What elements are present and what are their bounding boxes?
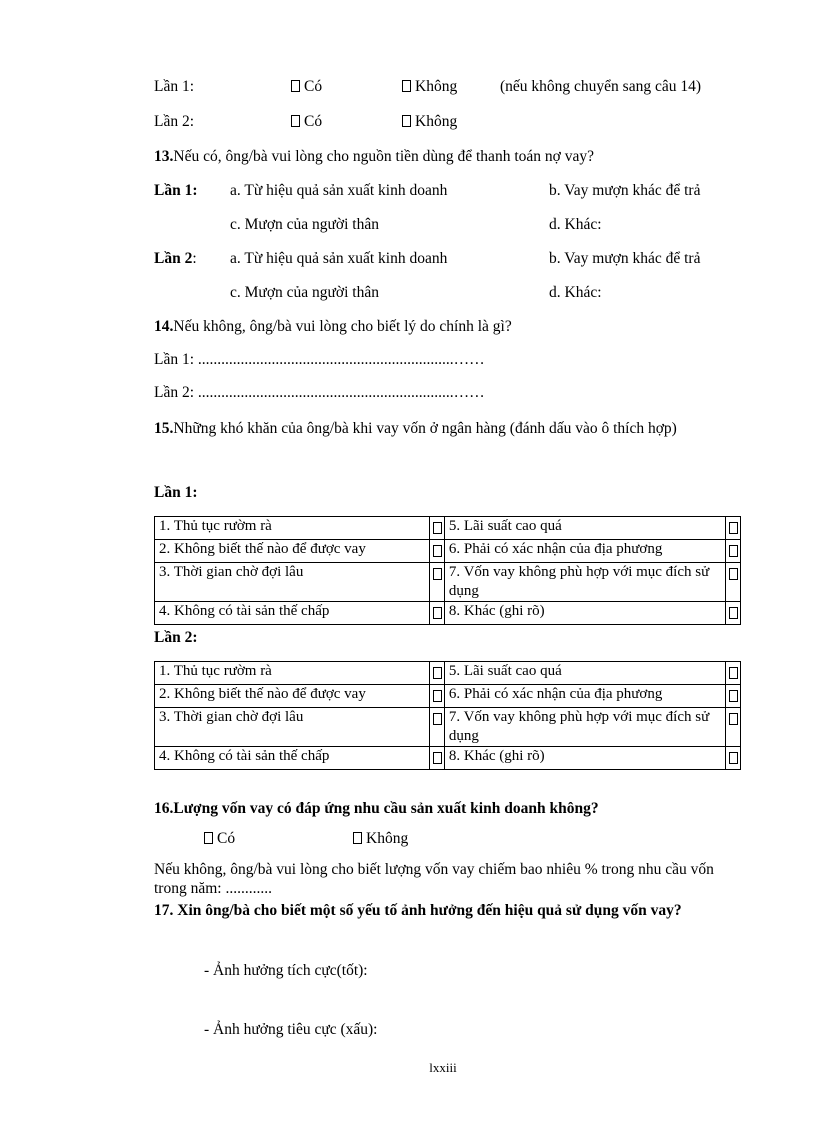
checkbox-icon: [433, 607, 442, 619]
table-row: [155, 747, 741, 770]
q15-l2-label: Lần 2:: [154, 629, 198, 646]
q13-l2-option-b[interactable]: b. Vay mượn khác để trả: [549, 250, 701, 267]
q17-question: [154, 896, 740, 926]
checkbox[interactable]: [726, 517, 741, 540]
table-cell: 5. Lãi suất cao quá: [444, 662, 726, 685]
checkbox[interactable]: [430, 747, 445, 770]
table-cell: 1. Thủ tục rườm rà: [155, 517, 430, 540]
q13-question: [154, 148, 594, 166]
checkbox-icon: [353, 832, 362, 844]
checkbox-icon: [433, 667, 442, 679]
checkbox-icon: [433, 690, 442, 702]
table-cell: 8. Khác (ghi rõ): [444, 747, 726, 770]
q16-yes-option[interactable]: Có: [204, 830, 235, 848]
table-cell: 2. Không biết thế nào để được vay: [155, 540, 430, 563]
checkbox-icon: [402, 115, 411, 127]
q14-text: Nếu không, ông/bà vui lòng cho biết lý do chính là gì?: [173, 318, 512, 335]
table-cell: 7. Vốn vay không phù hợp với mục đích sử dụng: [444, 563, 726, 602]
q17-negative-label: - Ảnh hưởng tiêu cực (xấu):: [204, 1021, 378, 1038]
q15-l1-table: [154, 516, 741, 625]
q16-text: Lượng vốn vay có đáp ứng nhu cầu sản xuất kinh doanh không?: [173, 800, 599, 817]
checkbox-icon: [729, 713, 738, 725]
q15-l1-label: Lần 1:: [154, 484, 198, 501]
checkbox-icon: [433, 522, 442, 534]
table-cell: 5. Lãi suất cao quá: [444, 517, 726, 540]
q13-l1-option-d[interactable]: d. Khác:: [549, 216, 602, 233]
q12-row1-label: Lần 1:: [154, 78, 195, 95]
q15-number: 15.: [154, 420, 174, 437]
table-row: [155, 708, 741, 747]
checkbox-icon: [433, 713, 442, 725]
checkbox[interactable]: [430, 540, 445, 563]
q16-followup: Nếu không, ông/bà vui lòng cho biết lượng vốn vay chiếm bao nhiêu % trong nhu cầu vốn trong năm: ............: [154, 861, 714, 897]
q13-l1-option-a[interactable]: a. Từ hiệu quả sản xuất kinh doanh: [230, 182, 448, 199]
checkbox-icon: [433, 752, 442, 764]
checkbox-icon: [729, 607, 738, 619]
q13-text: Nếu có, ông/bà vui lòng cho nguồn tiền dùng để thanh toán nợ vay?: [173, 148, 594, 165]
checkbox-icon: [729, 522, 738, 534]
checkbox-icon: [729, 667, 738, 679]
table-row: [155, 602, 741, 625]
checkbox[interactable]: [726, 662, 741, 685]
checkbox-icon: [402, 80, 411, 92]
table-cell: 4. Không có tài sản thế chấp: [155, 747, 430, 770]
table-row: [155, 662, 741, 685]
checkbox-icon: [433, 545, 442, 557]
checkbox[interactable]: [430, 563, 445, 602]
checkbox[interactable]: [726, 540, 741, 563]
checkbox[interactable]: [430, 685, 445, 708]
q16-number: 16.: [154, 800, 174, 817]
table-cell: 3. Thời gian chờ đợi lâu: [155, 563, 430, 602]
q13-l2-option-c[interactable]: c. Mượn của người thân: [230, 284, 379, 301]
table-cell: 2. Không biết thế nào để được vay: [155, 685, 430, 708]
q16-no-option[interactable]: Không: [353, 830, 408, 848]
checkbox-icon: [729, 690, 738, 702]
table-cell: 4. Không có tài sản thế chấp: [155, 602, 430, 625]
checkbox[interactable]: [430, 517, 445, 540]
checkbox-icon: [204, 832, 213, 844]
q16-question: [154, 800, 599, 818]
q14-l1-answer-line[interactable]: Lần 1: ..................................................................……: [154, 351, 485, 368]
q12-row2-no-option[interactable]: Không: [402, 113, 457, 131]
q12-row1-yes-option[interactable]: Có: [291, 78, 322, 96]
checkbox[interactable]: [430, 602, 445, 625]
q13-l2-option-d[interactable]: d. Khác:: [549, 284, 602, 301]
checkbox-icon: [729, 568, 738, 580]
table-cell: 6. Phải có xác nhận của địa phương: [444, 685, 726, 708]
checkbox[interactable]: [726, 602, 741, 625]
table-cell: 1. Thủ tục rườm rà: [155, 662, 430, 685]
q15-question: [154, 414, 740, 444]
checkbox[interactable]: [726, 708, 741, 747]
q17-positive-label: - Ảnh hưởng tích cực(tốt):: [204, 962, 368, 979]
q12-row2-label: Lần 2:: [154, 113, 195, 130]
checkbox-icon: [433, 568, 442, 580]
q13-l1-label: Lần 1:: [154, 182, 198, 199]
q12-row1-no-option[interactable]: Không: [402, 78, 457, 96]
q13-l1-option-b[interactable]: b. Vay mượn khác để trả: [549, 182, 701, 199]
table-row: [155, 563, 741, 602]
q14-question: [154, 318, 512, 336]
checkbox-icon: [729, 752, 738, 764]
checkbox[interactable]: [430, 662, 445, 685]
q12-row2-yes-option[interactable]: Có: [291, 113, 322, 131]
checkbox[interactable]: [430, 708, 445, 747]
checkbox[interactable]: [726, 747, 741, 770]
q17-text: Xin ông/bà cho biết một số yếu tố ảnh hưởng đến hiệu quả sử dụng vốn vay?: [177, 902, 682, 919]
table-cell: 3. Thời gian chờ đợi lâu: [155, 708, 430, 747]
q13-l2-option-a[interactable]: a. Từ hiệu quả sản xuất kinh doanh: [230, 250, 448, 267]
q13-l1-option-c[interactable]: c. Mượn của người thân: [230, 216, 379, 233]
checkbox[interactable]: [726, 685, 741, 708]
table-cell: 7. Vốn vay không phù hợp với mục đích sử dụng: [444, 708, 726, 747]
q13-number: 13.: [154, 148, 174, 165]
checkbox-icon: [729, 545, 738, 557]
q14-l2-answer-line[interactable]: Lần 2: ..................................................................……: [154, 384, 485, 401]
table-cell: 8. Khác (ghi rõ): [444, 602, 726, 625]
q12-row1-note: (nếu không chuyển sang câu 14): [500, 78, 702, 95]
checkbox-icon: [291, 115, 300, 127]
table-row: [155, 540, 741, 563]
table-row: [155, 685, 741, 708]
table-cell: 6. Phải có xác nhận của địa phương: [444, 540, 726, 563]
table-row: [155, 517, 741, 540]
page-number: lxxiii: [429, 1060, 457, 1075]
q14-number: 14.: [154, 318, 174, 335]
q13-l2-label: Lần 2:: [154, 250, 197, 267]
checkbox-icon: [291, 80, 300, 92]
q15-l2-table: [154, 661, 741, 770]
checkbox[interactable]: [726, 563, 741, 602]
q15-text: Những khó khăn của ông/bà khi vay vốn ở ngân hàng (đánh dấu vào ô thích hợp): [173, 420, 677, 437]
q17-number: 17.: [154, 902, 174, 919]
